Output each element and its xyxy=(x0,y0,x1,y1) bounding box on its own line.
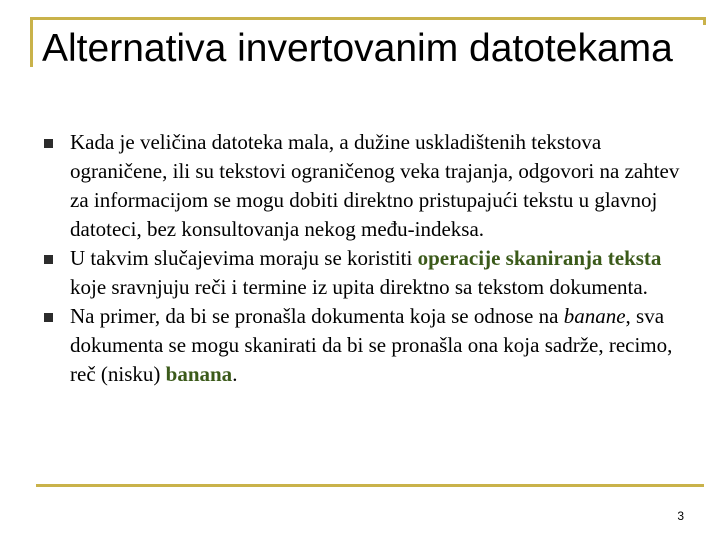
italic-term: banane xyxy=(563,304,626,328)
square-bullet-icon xyxy=(44,313,53,322)
left-border xyxy=(30,17,33,67)
highlighted-term: operacije skaniranja teksta xyxy=(417,246,662,270)
bullet-text-before: U takvim slučajevima moraju se koristiti xyxy=(70,246,418,270)
bullet-item-2 xyxy=(42,244,682,302)
slide-title: Alternativa invertovanim datotekama xyxy=(42,27,673,70)
bullet-list xyxy=(42,128,682,389)
top-border xyxy=(30,17,706,20)
square-bullet-icon xyxy=(44,139,53,148)
bullet-text: Kada je veličina datoteka mala, a dužine uskladištenih tekstova ograničene, ili su tekstovi ograničenog veka trajanja, odgovori na zahtev za informacijom se mogu dobiti direktno pristupajući tekstu u glavnoj datoteci, bez konsultovanja nekog među-indeksa. xyxy=(70,130,680,241)
page-number: 3 xyxy=(677,509,684,523)
bullet-item-1 xyxy=(42,128,682,244)
footer-divider xyxy=(36,484,704,487)
bullet-text-middle: , sva dokumenta se mogu skanirati da bi se pronašla ona koja sadrže, recimo, reč (nisku) xyxy=(70,304,673,386)
bullet-text-after: . xyxy=(232,362,238,386)
right-border-tick xyxy=(703,17,706,25)
square-bullet-icon xyxy=(44,255,53,264)
highlighted-term: banana xyxy=(165,362,233,386)
bullet-text-after: koje sravnjuju reči i termine iz upita direktno sa tekstom dokumenta. xyxy=(70,275,648,299)
bullet-text-before: Na primer, da bi se pronašla dokumenta koja se odnose na xyxy=(70,304,564,328)
bullet-item-3 xyxy=(42,302,682,389)
